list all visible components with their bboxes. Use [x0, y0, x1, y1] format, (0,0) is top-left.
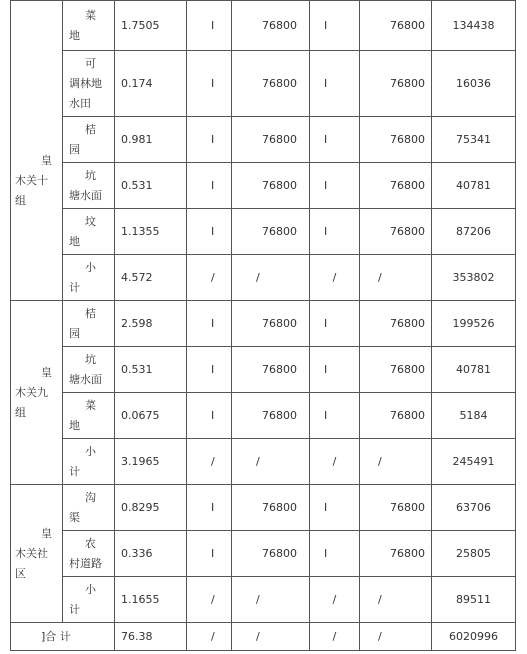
area-cell: 0.531 [115, 347, 187, 393]
grade-cell: / [310, 439, 360, 485]
grade-cell: / [187, 255, 232, 301]
area-cell: 0.531 [115, 163, 187, 209]
grade-cell: I [187, 51, 232, 117]
total-cell: 40781 [432, 347, 516, 393]
total-cell: 40781 [432, 163, 516, 209]
total-cell: 89511 [432, 577, 516, 623]
price-cell: 76800 [360, 1, 432, 51]
grade-cell: I [310, 51, 360, 117]
land-type-cell: 坑 塘水面 [63, 163, 115, 209]
price-cell: 76800 [232, 117, 310, 163]
grade-cell: I [310, 301, 360, 347]
grade-cell: I [310, 347, 360, 393]
sum-label: ]合 计 [11, 623, 115, 651]
price-cell: 76800 [232, 531, 310, 577]
grade-cell: I [310, 393, 360, 439]
total-cell: 63706 [432, 485, 516, 531]
sum-total: 6020996 [432, 623, 516, 651]
grade-cell: I [310, 531, 360, 577]
table-row [11, 117, 516, 163]
price-cell: 76800 [232, 347, 310, 393]
sum-price: / [360, 623, 432, 651]
area-cell: 3.1965 [115, 439, 187, 485]
area-cell: 1.1355 [115, 209, 187, 255]
grade-cell: I [310, 163, 360, 209]
price-cell: 76800 [232, 51, 310, 117]
sum-row [11, 623, 516, 651]
grade-cell: I [187, 301, 232, 347]
price-cell: / [232, 255, 310, 301]
price-cell: 76800 [360, 393, 432, 439]
total-cell: 245491 [432, 439, 516, 485]
price-cell: / [232, 577, 310, 623]
land-type-cell: 菜 地 [63, 1, 115, 51]
area-cell: 0.174 [115, 51, 187, 117]
group-cell: 皇 木关九 组 [11, 301, 63, 485]
area-cell: 1.7505 [115, 1, 187, 51]
land-compensation-table [10, 0, 516, 651]
total-cell: 16036 [432, 51, 516, 117]
table-row [11, 163, 516, 209]
area-cell: 0.981 [115, 117, 187, 163]
table-row [11, 301, 516, 347]
land-type-cell: 可 调林地 水田 [63, 51, 115, 117]
land-type-cell: 沟 渠 [63, 485, 115, 531]
land-type-cell: 小 计 [63, 577, 115, 623]
price-cell: 76800 [232, 163, 310, 209]
grade-cell: / [310, 577, 360, 623]
grade-cell: I [310, 209, 360, 255]
table-row [11, 255, 516, 301]
grade-cell: I [187, 531, 232, 577]
area-cell: 0.8295 [115, 485, 187, 531]
area-cell: 4.572 [115, 255, 187, 301]
table-row [11, 439, 516, 485]
land-type-cell: 菜 地 [63, 393, 115, 439]
price-cell: 76800 [232, 301, 310, 347]
area-cell: 0.336 [115, 531, 187, 577]
total-cell: 5184 [432, 393, 516, 439]
land-type-cell: 坟 地 [63, 209, 115, 255]
grade-cell: I [187, 1, 232, 51]
table-row [11, 51, 516, 117]
table-row [11, 485, 516, 531]
grade-cell: I [187, 393, 232, 439]
total-cell: 25805 [432, 531, 516, 577]
table-row [11, 209, 516, 255]
sum-grade: / [187, 623, 232, 651]
grade-cell: / [310, 255, 360, 301]
sum-area: 76.38 [115, 623, 187, 651]
sum-grade: / [310, 623, 360, 651]
land-type-cell: 坑 塘水面 [63, 347, 115, 393]
table-row [11, 1, 516, 51]
table-row [11, 393, 516, 439]
price-cell: 76800 [360, 301, 432, 347]
grade-cell: I [187, 485, 232, 531]
land-type-cell: 小 计 [63, 255, 115, 301]
grade-cell: I [187, 117, 232, 163]
price-cell: 76800 [232, 393, 310, 439]
land-type-cell: 桔 园 [63, 117, 115, 163]
price-cell: 76800 [360, 117, 432, 163]
group-cell: 皇 木关社 区 [11, 485, 63, 623]
price-cell: 76800 [360, 209, 432, 255]
price-cell: 76800 [360, 51, 432, 117]
price-cell: 76800 [232, 209, 310, 255]
price-cell: 76800 [360, 485, 432, 531]
land-type-cell: 桔 园 [63, 301, 115, 347]
table-row [11, 577, 516, 623]
total-cell: 75341 [432, 117, 516, 163]
total-cell: 134438 [432, 1, 516, 51]
total-cell: 87206 [432, 209, 516, 255]
grade-cell: / [187, 577, 232, 623]
price-cell: 76800 [360, 531, 432, 577]
area-cell: 2.598 [115, 301, 187, 347]
land-type-cell: 农 村道路 [63, 531, 115, 577]
grade-cell: I [187, 347, 232, 393]
area-cell: 0.0675 [115, 393, 187, 439]
price-cell: 76800 [232, 1, 310, 51]
price-cell: / [360, 255, 432, 301]
grade-cell: I [310, 1, 360, 51]
price-cell: 76800 [360, 163, 432, 209]
price-cell: 76800 [360, 347, 432, 393]
price-cell: / [232, 439, 310, 485]
total-cell: 353802 [432, 255, 516, 301]
area-cell: 1.1655 [115, 577, 187, 623]
table-row [11, 531, 516, 577]
price-cell: 76800 [232, 485, 310, 531]
grade-cell: I [187, 163, 232, 209]
grade-cell: I [310, 485, 360, 531]
sum-price: / [232, 623, 310, 651]
grade-cell: I [187, 209, 232, 255]
grade-cell: / [187, 439, 232, 485]
total-cell: 199526 [432, 301, 516, 347]
price-cell: / [360, 577, 432, 623]
price-cell: / [360, 439, 432, 485]
grade-cell: I [310, 117, 360, 163]
table-row [11, 347, 516, 393]
group-cell: 皇 木关十 组 [11, 1, 63, 301]
land-type-cell: 小 计 [63, 439, 115, 485]
